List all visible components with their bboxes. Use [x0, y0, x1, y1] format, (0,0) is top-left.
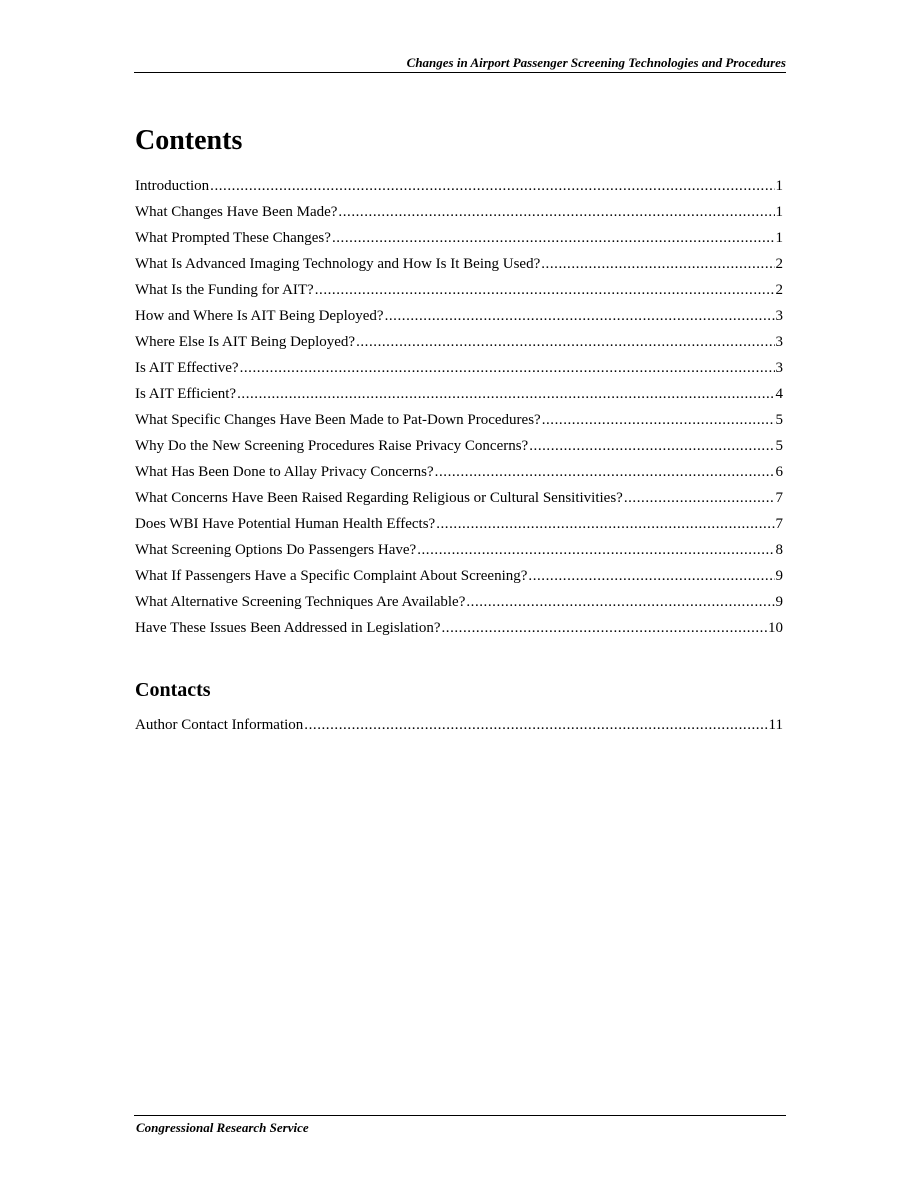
dot-leader	[356, 332, 774, 352]
dot-leader	[528, 566, 774, 586]
toc-entry-page: 4	[775, 386, 783, 402]
toc-entry-page: 6	[775, 464, 783, 480]
toc-entry-title[interactable]: What Is Advanced Imaging Technology and How Is It Being Used?	[135, 256, 541, 272]
dot-leader	[466, 592, 774, 612]
toc-entry-title[interactable]: Where Else Is AIT Being Deployed?	[135, 334, 356, 350]
contacts-list	[135, 715, 783, 741]
toc-entry[interactable]	[135, 715, 783, 741]
toc-entry-title[interactable]: What Specific Changes Have Been Made to Pat-Down Procedures?	[135, 412, 541, 428]
toc-entry[interactable]	[135, 462, 783, 488]
dot-leader	[240, 358, 775, 378]
toc-entry-title[interactable]: Introduction	[135, 178, 210, 194]
toc-entry[interactable]	[135, 306, 783, 332]
running-header-title: Changes in Airport Passenger Screening Technologies and Procedures	[406, 55, 786, 70]
dot-leader	[436, 514, 774, 534]
toc-entry-page: 9	[775, 568, 783, 584]
toc-entry-page: 7	[775, 490, 783, 506]
toc-entry[interactable]	[135, 514, 783, 540]
toc-entry[interactable]	[135, 592, 783, 618]
toc-entry-page: 1	[775, 178, 783, 194]
toc-entry[interactable]	[135, 540, 783, 566]
toc-entry[interactable]	[135, 228, 783, 254]
dot-leader	[338, 202, 774, 222]
toc-entry-page: 1	[775, 204, 783, 220]
toc-entry-page: 9	[775, 594, 783, 610]
toc-entry-title[interactable]: Have These Issues Been Addressed in Legislation?	[135, 620, 441, 636]
toc-entry[interactable]	[135, 332, 783, 358]
toc-entry-page: 2	[775, 282, 783, 298]
toc-entry-page: 5	[775, 438, 783, 454]
toc-entry-page: 11	[768, 717, 783, 733]
dot-leader	[210, 176, 774, 196]
toc-entry[interactable]	[135, 488, 783, 514]
dot-leader	[542, 410, 775, 430]
toc-entry-page: 2	[775, 256, 783, 272]
toc-entry-page: 7	[775, 516, 783, 532]
header-divider	[134, 72, 786, 73]
toc-entry-title[interactable]: How and Where Is AIT Being Deployed?	[135, 308, 384, 324]
dot-leader	[237, 384, 774, 404]
dot-leader	[624, 488, 775, 508]
toc-entry-title[interactable]: What Screening Options Do Passengers Have?	[135, 542, 417, 558]
toc-entry[interactable]	[135, 358, 783, 384]
toc-entry[interactable]	[135, 566, 783, 592]
toc-entry-title[interactable]: What Prompted These Changes?	[135, 230, 331, 246]
toc-entry-title[interactable]: Is AIT Effective?	[135, 360, 239, 376]
dot-leader	[441, 618, 767, 638]
toc-entry-page: 1	[775, 230, 783, 246]
footer-divider	[134, 1115, 786, 1116]
dot-leader	[332, 228, 775, 248]
toc-entry[interactable]	[135, 410, 783, 436]
toc-entry-page: 3	[775, 334, 783, 350]
dot-leader	[541, 254, 774, 274]
toc-entry-page: 5	[775, 412, 783, 428]
toc-entry-title[interactable]: Does WBI Have Potential Human Health Effects?	[135, 516, 436, 532]
toc-entry-page: 10	[768, 620, 783, 636]
dot-leader	[315, 280, 775, 300]
toc-entry-title[interactable]: Is AIT Efficient?	[135, 386, 237, 402]
toc-entry[interactable]	[135, 176, 783, 202]
toc-entry-title[interactable]: What Has Been Done to Allay Privacy Concerns?	[135, 464, 434, 480]
toc-entry-title[interactable]: Why Do the New Screening Procedures Raise Privacy Concerns?	[135, 438, 529, 454]
toc-entry[interactable]	[135, 436, 783, 462]
toc-entry-page: 8	[775, 542, 783, 558]
dot-leader	[304, 715, 767, 735]
toc-entry-title[interactable]: What Is the Funding for AIT?	[135, 282, 314, 298]
toc-entry[interactable]	[135, 618, 783, 644]
dot-leader	[435, 462, 775, 482]
running-footer-organization: Congressional Research Service	[136, 1120, 309, 1135]
toc-entry-title[interactable]: What Alternative Screening Techniques Are Available?	[135, 594, 466, 610]
toc-entry[interactable]	[135, 280, 783, 306]
toc-entry-title[interactable]: What If Passengers Have a Specific Complaint About Screening?	[135, 568, 528, 584]
contents-heading: Contents	[135, 125, 243, 156]
contacts-heading: Contacts	[135, 679, 211, 701]
toc-entry-title[interactable]: What Changes Have Been Made?	[135, 204, 338, 220]
dot-leader	[417, 540, 774, 560]
table-of-contents	[135, 176, 783, 644]
dot-leader	[385, 306, 775, 326]
toc-entry-title[interactable]: What Concerns Have Been Raised Regarding Religious or Cultural Sensitivities?	[135, 490, 623, 506]
toc-entry-title[interactable]: Author Contact Information	[135, 717, 304, 733]
toc-entry[interactable]	[135, 384, 783, 410]
toc-entry-page: 3	[775, 360, 783, 376]
toc-entry[interactable]	[135, 254, 783, 280]
dot-leader	[529, 436, 774, 456]
toc-entry-page: 3	[775, 308, 783, 324]
toc-entry[interactable]	[135, 202, 783, 228]
